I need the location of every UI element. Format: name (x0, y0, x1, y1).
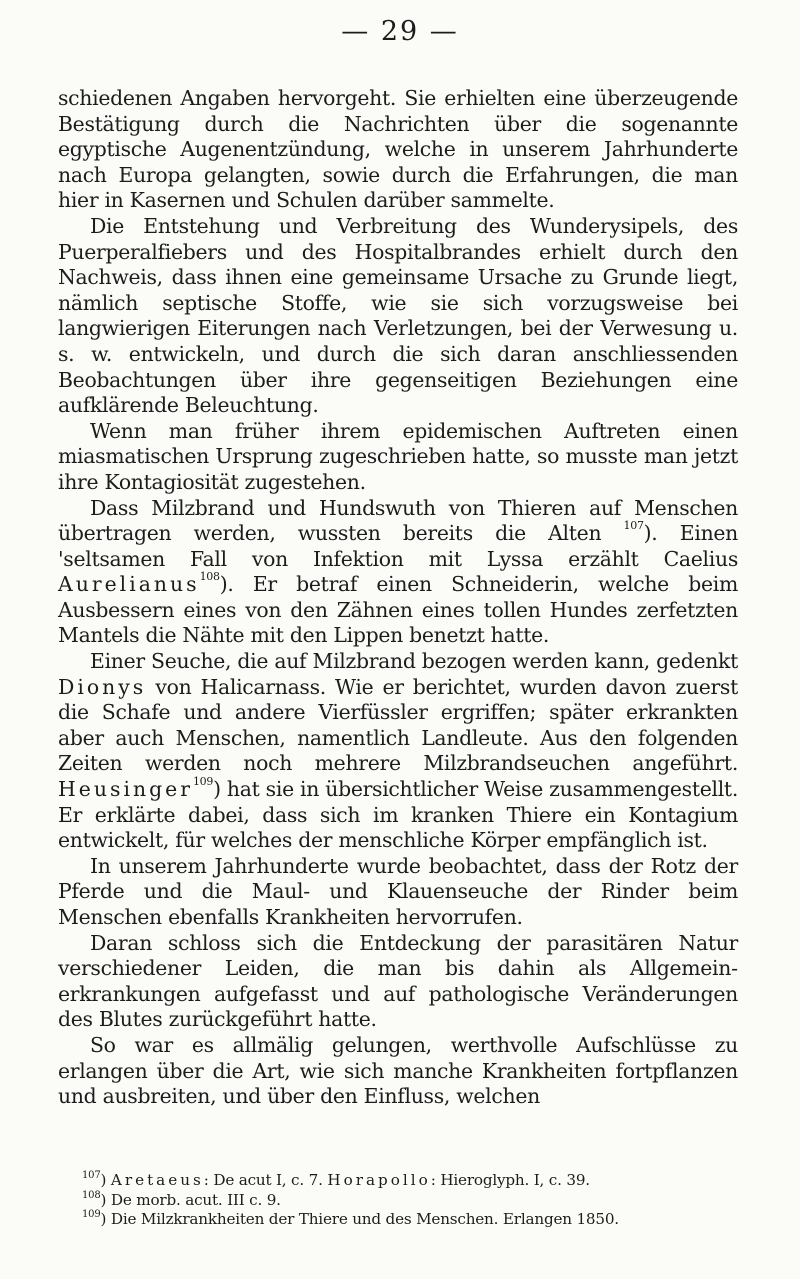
footnote-number: 108 (82, 1189, 101, 1201)
author-name: Heusinger (58, 777, 193, 802)
text-segment: ). Er betraf einen Schneiderin, welche beim Ausbessern eines von den Zähnen eines tollen Hundes zerfetzten Mantels die Nähte mit den Lippen benetzt hatte. (58, 572, 738, 648)
footnote-reference: 109 (192, 775, 214, 789)
footnote-reference: 108 (199, 570, 220, 584)
footnote (82, 1171, 742, 1191)
text-segment: schiedenen Angaben hervorgeht. Sie erhielten eine überzeugende Bestätigung durch die Nachrichten über die sogenannte egyptische Augenentzündung, welche in unserem Jahrhunderte nach Europa gelangten, sowie durch die Erfahrungen, die man hier in Kasernen und Schulen darüber sammelte. (58, 86, 738, 213)
paragraph (58, 86, 738, 214)
footnote-number: 107 (82, 1170, 101, 1181)
paragraph (58, 214, 738, 419)
author-name: Aretaeus (110, 1171, 204, 1189)
text-segment: ) (100, 1171, 111, 1189)
text-segment: ) Die Milzkrankheiten der Thiere und des Menschen. Erlangen 1850. (100, 1210, 619, 1229)
paragraph (58, 419, 738, 496)
text-segment: Einer Seuche, die auf Milzbrand bezogen werden kann, gedenkt (90, 649, 738, 674)
text-segment: So war es allmälig gelungen, werthvolle Aufschlüsse zu erlangen über die Art, wie sich manche Krankheiten fortpflanzen und ausbreiten, und über den Einfluss, welchen (58, 1032, 738, 1109)
text-segment: Die Entstehung und Verbreitung des Wunderysipels, des Puerperalfiebers und des Hospitalbrandes erhielt durch den Nachweis, dass ihnen eine gemeinsame Ursache zu Grunde liegt, nämlich septische Stoffe, wie sie sich vorzugsweise bei langwierigen Eiterungen nach Verletzungen, bei der Verwesung u. s. w. entwickeln, und durch die sich daran anschliessenden Beobachtungen über ihre gegenseitigen Beziehungen eine aufklärende Beleuchtung. (58, 213, 738, 418)
text-segment: : Hieroglyph. I, c. 39. (430, 1171, 590, 1189)
paragraph (58, 649, 738, 854)
text-segment: : De acut I, c. 7. (203, 1171, 328, 1189)
text-segment: ) hat sie in übersichtlicher Weise zusammengestellt. Er erklärte dabei, dass sich im kranken Thiere ein Kontagium entwickelt, für welches der menschliche Körper empfänglich ist. (58, 777, 738, 853)
author-name: Dionys (58, 674, 147, 699)
text-segment: ) De morb. acut. III c. 9. (100, 1190, 281, 1209)
text-segment: Wenn man früher ihrem epidemischen Auftreten einen miasmatischen Ursprung zugeschrieben hatte, so musste man jetzt ihre Kontagiosität zugestehen. (58, 418, 738, 494)
paragraph (58, 931, 738, 1033)
author-name: Aurelianus (58, 572, 200, 597)
text-segment: von Halicarnass. Wie er berichtet, wurden davon zuerst die Schafe und andere Vierfüssler ergriffen; später erkrankten aber auch Menschen, namentlich Landleute. Aus den folgenden Zeiten werden noch mehrere Milzbrandseuchen angeführt. (58, 674, 738, 776)
text-segment: Dass Milzbrand und Hundswuth von Thieren auf Menschen übertragen werden, wussten bereits die Alten (58, 495, 738, 546)
page-number: — 29 — (341, 16, 459, 47)
footnotes (82, 1171, 742, 1230)
footnote-reference: 107 (623, 519, 644, 533)
text-segment: ). Einen 'seltsamen Fall von Infektion mit Lyssa erzählt Caelius (58, 521, 738, 571)
text-segment: Daran schloss sich die Entdeckung der parasitären Natur verschiedener Leiden, die man bis dahin als Allgemeinerkrankungen aufgefasst und auf pathologische Veränderungen des Blutes zurückgeführt hatte. (58, 930, 738, 1032)
paragraph (58, 854, 738, 931)
paragraph (58, 496, 738, 650)
paragraph (58, 1033, 738, 1110)
footnote (82, 1191, 742, 1211)
footnote (82, 1210, 742, 1230)
author-name: Horapollo (327, 1171, 431, 1189)
text-segment: In unserem Jahrhunderte wurde beobachtet, dass der Rotz der Pferde und die Maul- und Klauenseuche der Rinder beim Menschen ebenfalls Krankheiten hervorrufen. (58, 853, 738, 929)
main-text (58, 86, 738, 1110)
footnote-number: 109 (82, 1209, 101, 1221)
